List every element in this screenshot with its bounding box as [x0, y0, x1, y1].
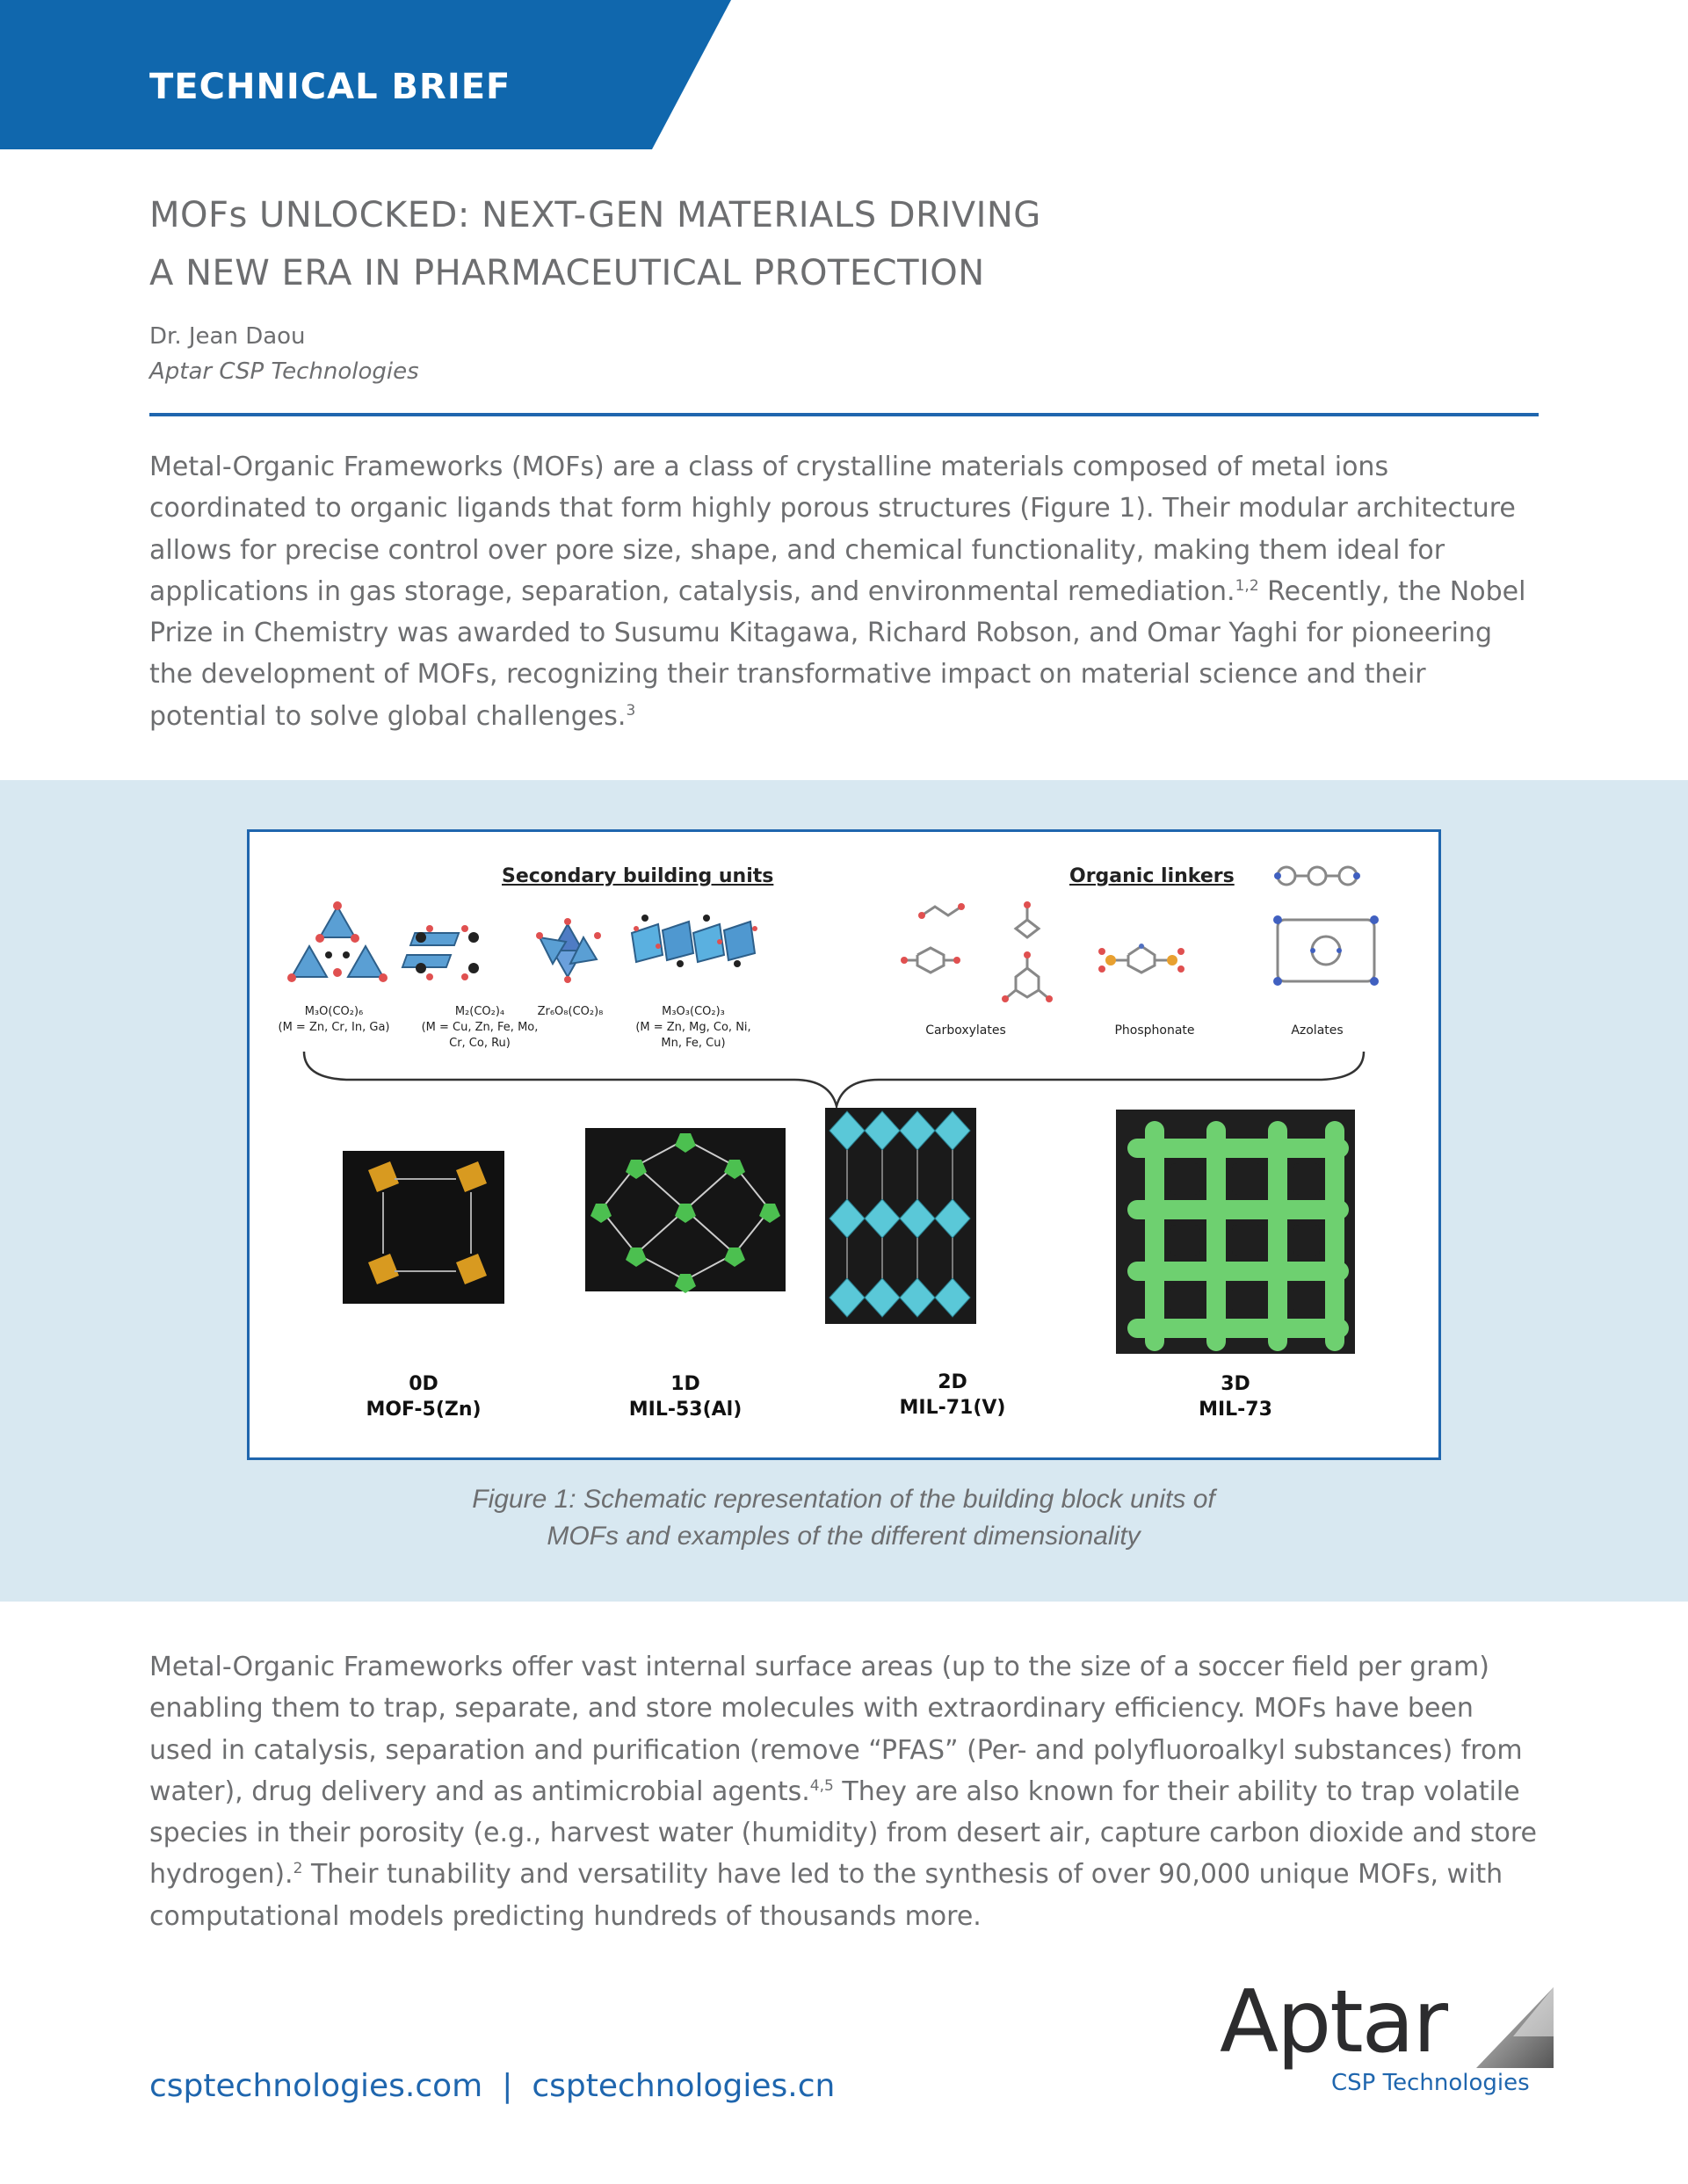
- sbu-triangle-cluster: [287, 901, 388, 982]
- sbu-paddlewheel: [402, 925, 479, 980]
- dimension: 1D: [670, 1373, 700, 1395]
- author-affiliation: Aptar CSP Technologies: [149, 358, 419, 385]
- citation: 1,2: [1235, 576, 1259, 595]
- dimension-label-1d: [589, 1371, 782, 1422]
- citation: 3: [626, 701, 636, 720]
- footer-link-com[interactable]: csptechnologies.com: [149, 2068, 483, 2104]
- azolate-molecules: [1278, 867, 1374, 981]
- mof-name: MIL-71(V): [899, 1397, 1006, 1419]
- citation: 4,5: [809, 1776, 834, 1795]
- linker-label-azolates: Azolates: [1291, 1023, 1344, 1038]
- aptar-logo: [1220, 1972, 1554, 2101]
- sbu-rod-chain: [632, 915, 757, 967]
- figure-illustration: [250, 832, 1438, 1457]
- dimension: 3D: [1221, 1373, 1250, 1395]
- footer-links: [149, 2068, 835, 2104]
- mof-5-image: [343, 1151, 504, 1304]
- page-title: [149, 186, 1467, 302]
- logo-subtitle: CSP Technologies: [1331, 2070, 1530, 2096]
- sbu-formula: M₃O(CO₂)₆: [304, 1005, 364, 1018]
- figure-1: [247, 829, 1441, 1460]
- author-name: Dr. Jean Daou: [149, 323, 306, 350]
- azolate-nitrogens: [1273, 872, 1379, 986]
- dimension-label-3d: [1139, 1371, 1332, 1422]
- linker-label-phosphonate: Phosphonate: [1114, 1023, 1195, 1038]
- sbu-label-3: [518, 1004, 623, 1020]
- mil-71-image: [825, 1108, 976, 1324]
- logo-swoosh-icon: [1460, 1984, 1554, 2072]
- grouping-brace: [304, 1052, 1364, 1106]
- mil-53-image: [585, 1128, 786, 1293]
- logo-wordmark: Aptar: [1220, 1972, 1447, 2072]
- title-line-1: MOFs UNLOCKED: NEXT-GEN MATERIALS DRIVING: [149, 195, 1041, 235]
- sbu-metals: (M = Zn, Cr, In, Ga): [278, 1021, 390, 1034]
- sbu-label-4: [627, 1004, 759, 1052]
- sbu-formula: M₂(CO₂)₄: [454, 1005, 505, 1018]
- dimension: 2D: [938, 1371, 967, 1393]
- footer-link-cn[interactable]: csptechnologies.cn: [532, 2068, 836, 2104]
- linker-label-carboxylates: Carboxylates: [925, 1023, 1006, 1038]
- intro-paragraph: [149, 446, 1542, 737]
- sbu-metals: (M = Zn, Mg, Co, Ni, Mn, Fe, Cu): [635, 1021, 751, 1050]
- phosphonate-molecule: [1098, 944, 1184, 973]
- mof-name: MIL-53(Al): [628, 1399, 743, 1421]
- mof-name: MIL-73: [1199, 1399, 1272, 1421]
- citation: 2: [293, 1860, 303, 1878]
- mil-73-image: [1116, 1110, 1355, 1354]
- dimension-label-2d: [856, 1370, 1049, 1421]
- sbu-label-1: [264, 1004, 404, 1036]
- footer-separator: |: [502, 2068, 513, 2104]
- title-line-2: A NEW ERA IN PHARMACEUTICAL PROTECTION: [149, 253, 985, 293]
- body-text-b: They are also known for their ability to trap volatile species in their porosity (e.g., harvest water (humidity) from desert air, capture carbon dioxide and store hydrogen).: [149, 1775, 1538, 1891]
- sbu-heading: Secondary building units: [502, 865, 774, 887]
- caption-line-1: Figure 1: Schematic representation of the building block units of: [472, 1485, 1215, 1514]
- title-divider: [149, 413, 1539, 416]
- caption-line-2: MOFs and examples of the different dimensionality: [547, 1522, 1141, 1551]
- dimension-label-0d: [327, 1371, 520, 1422]
- sbu-formula: Zr₆O₈(CO₂)₈: [537, 1005, 604, 1018]
- linkers-heading: Organic linkers: [1069, 865, 1235, 887]
- intro-text-b: Recently, the Nobel Prize in Chemistry was awarded to Susumu Kitagawa, Richard Robson, and Omar Yaghi for pioneering the development of MOFs, recognizing their transformative impact on material science and their potential to solve global challenges.: [149, 575, 1526, 732]
- sbu-zr-cluster: [536, 918, 601, 983]
- sbu-formula: M₃O₃(CO₂)₃: [662, 1005, 725, 1018]
- body-paragraph: [149, 1646, 1542, 1937]
- body-text-a: Metal-Organic Frameworks offer vast internal surface areas (up to the size of a soccer field per gram) enabling them to trap, separate, and store molecules with extraordinary efficiency. MOFs have been used in catalysis, separation and purification (remove “PFAS” (Per- and polyfluoroalkyl substances) from water), drug delivery and as antimicrobial agents.: [149, 1652, 1523, 1807]
- intro-text-a: Metal-Organic Frameworks (MOFs) are a class of crystalline materials composed of metal ions coordinated to organic ligands that form highly porous structures (Figure 1). Their modular architecture allows for precise control over pore size, shape, and chemical functionality, making them ideal for applications in gas storage, separation, catalysis, and environmental remediation.: [149, 452, 1516, 607]
- figure-caption: [404, 1481, 1283, 1555]
- sbu-metals: (M = Cu, Zn, Fe, Mo, Cr, Co, Ru): [421, 1021, 539, 1050]
- dimension: 0D: [409, 1373, 438, 1395]
- document-type-label: TECHNICAL BRIEF: [149, 67, 511, 107]
- header-banner: [0, 0, 731, 149]
- body-text-c: Their tunability and versatility have led to the synthesis of over 90,000 unique MOFs, with computational models predicting hundreds of thousands more.: [149, 1859, 1503, 1932]
- mof-name: MOF-5(Zn): [366, 1399, 482, 1421]
